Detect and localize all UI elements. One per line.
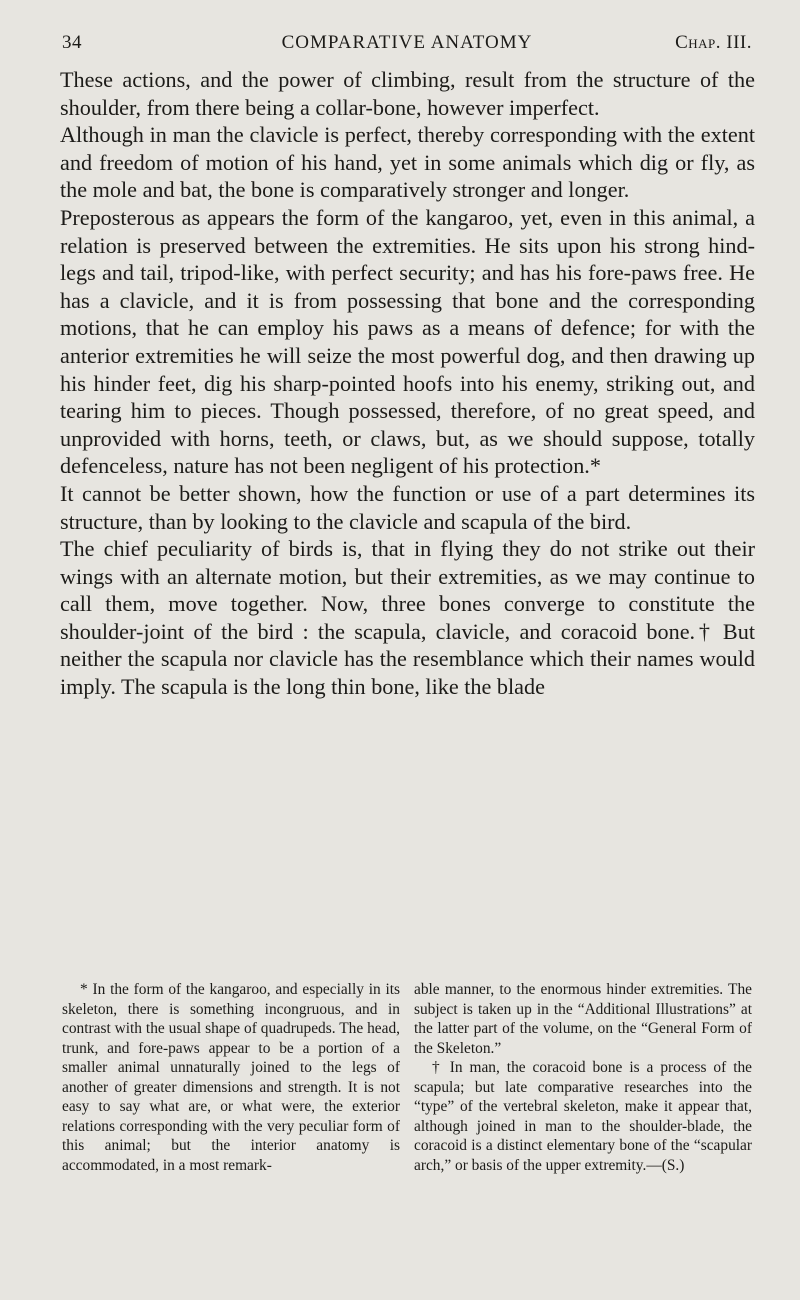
footnote-column-right — [414, 980, 752, 1175]
paragraph-function-structure: It cannot be better shown, how the function or use of a part determines its structure, than by looking to the clavicle and scapula of the bird. — [60, 480, 755, 534]
running-title: COMPARATIVE ANATOMY — [281, 32, 533, 53]
body-text — [60, 66, 755, 701]
running-head — [62, 26, 752, 56]
footnote-kangaroo: * In the form of the kangaroo, and especially in its skeleton, there is something incongruous, and in contrast with the usual shape of quadrupeds. The head, trunk, and fore-paws appear to be a portion of a smaller animal unnaturally joined to the legs of another of greater dimensions and strength. It is not easy to say what are, or what were, the exterior relations corresponding with the very peculiar form of this animal; but the interior anatomy is accommodated, in a most remark- — [62, 981, 400, 1174]
footnotes — [62, 980, 752, 1175]
footnote-kangaroo-continued: able manner, to the enormous hinder extremities. The subject is taken up in the “Additional Illustrations” at the latter part of the volume, on the “General Form of the Skeleton.” — [414, 981, 752, 1057]
paragraph-climbing: These actions, and the power of climbing, result from the structure of the shoulder, from there being a collar-bone, however imperfect. — [60, 67, 755, 120]
page-number: 34 — [62, 32, 82, 53]
paragraph-clavicle-man: Although in man the clavicle is perfect, thereby corresponding with the extent and freedom of motion of his hand, yet in some animals which dig or fly, as the mole and bat, the bone is comparatively stronger and longer. — [60, 122, 755, 203]
footnote-column-left — [62, 980, 400, 1175]
paragraph-birds: The chief peculiarity of birds is, that in flying they do not strike out their wings with an alternate motion, but their extremities, as we may continue to call them, move together. Now, three bones converge to constitute the shoulder-joint of the bird : the scapula, clavicle, and coracoid bone.† But neither the scapula nor clavicle has the resemblance which their names would imply. The scapula is the long thin bone, like the blade — [60, 536, 755, 700]
chapter-label: Chap. III. — [675, 32, 752, 53]
paragraph-kangaroo: Preposterous as appears the form of the kangaroo, yet, even in this animal, a relation is preserved between the extremities. He sits upon his strong hind-legs and tail, tripod-like, with perfect security; and has his fore-paws free. He has a clavicle, and it is from possessing that bone and the corresponding motions, that he can employ his paws as a means of defence; for with the anterior extremities he will seize the most powerful dog, and then drawing up his hinder feet, dig his sharp-pointed hoofs into his enemy, striking out, and tearing him to pieces. Though possessed, therefore, of no great speed, and unprovided with horns, teeth, or claws, but, as we should suppose, totally defenceless, nature has not been negligent of his protection.* — [60, 204, 755, 479]
footnote-coracoid: † In man, the coracoid bone is a process of the scapula; but late comparative researches into the “type” of the vertebral skeleton, make it appear that, although joined in man to the shoulder-blade, the coracoid is a distinct elementary bone of the “scapular arch,” or basis of the upper extremity.—(S.) — [414, 1059, 752, 1174]
